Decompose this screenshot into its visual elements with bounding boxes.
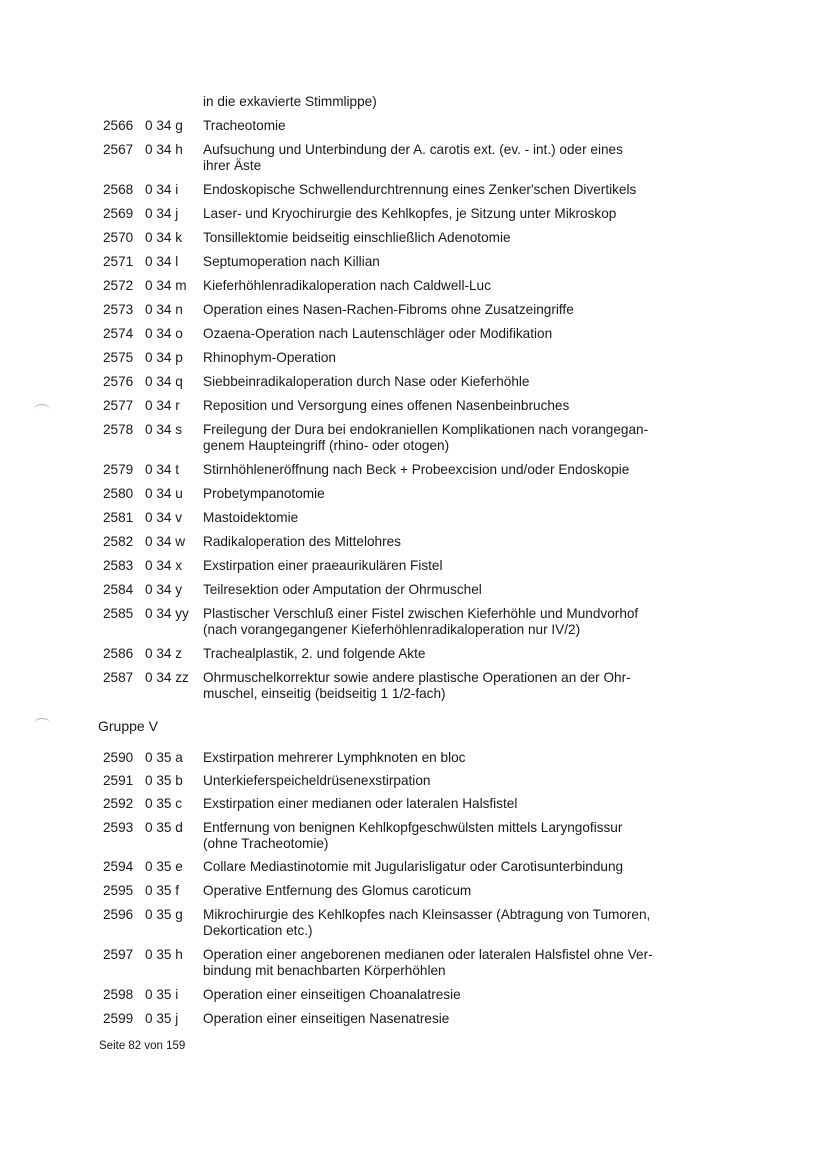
entry-code: 0 34 m <box>145 278 187 293</box>
entry-number: 2584 <box>103 582 134 597</box>
entry-number: 2568 <box>103 182 134 197</box>
entry-description <box>203 462 698 478</box>
group-heading: Gruppe V <box>98 718 158 734</box>
entry-number: 2569 <box>103 206 134 221</box>
entry-description <box>203 486 698 502</box>
entry-description <box>203 773 698 789</box>
entry-description <box>203 254 698 270</box>
entry-description-line: Teilresektion oder Amputation der Ohrmuschel <box>203 582 482 597</box>
entry-code: 0 34 q <box>145 374 183 389</box>
entry-code: 0 34 l <box>145 254 179 269</box>
entry-code: 0 34 g <box>145 118 183 133</box>
entry-description-line: Ohrmuschelkorrektur sowie andere plastische Operationen an der Ohr- <box>203 670 631 685</box>
entry-number: 2590 <box>103 750 134 765</box>
entry-code: 0 34 t <box>145 462 180 477</box>
entry-description-line: Siebbeinradikaloperation durch Nase oder Kieferhöhle <box>203 374 530 389</box>
entry-number: 2597 <box>103 947 134 962</box>
entry-number: 2583 <box>103 558 134 573</box>
entry-description <box>203 646 698 662</box>
entry-description <box>203 278 698 294</box>
entry-description-line: Dekortication etc.) <box>203 923 313 938</box>
entry-description-line: Septumoperation nach Killian <box>203 254 380 269</box>
entry-number: 2599 <box>103 1011 134 1026</box>
entry-number: 2581 <box>103 510 134 525</box>
entry-number: 2591 <box>103 773 134 788</box>
entry-code: 0 34 j <box>145 206 179 221</box>
continuation-text: in die exkavierte Stimmlippe) <box>203 94 377 109</box>
entry-description-line: Laser- und Kryochirurgie des Kehlkopfes, je Sitzung unter Mikroskop <box>203 206 617 221</box>
entry-description <box>203 670 698 702</box>
entry-code: 0 34 w <box>145 534 186 549</box>
entry-number: 2580 <box>103 486 134 501</box>
entry-description-line: Tracheotomie <box>203 118 286 133</box>
entry-number: 2567 <box>103 142 134 157</box>
entry-description <box>203 206 698 222</box>
entry-description <box>203 1011 698 1027</box>
entry-code: 0 34 i <box>145 182 179 197</box>
entry-description <box>203 230 698 246</box>
entry-number: 2566 <box>103 118 134 133</box>
entry-number: 2593 <box>103 820 134 835</box>
entry-description <box>203 947 698 979</box>
entry-description <box>203 859 698 875</box>
entry-description-line: Mikrochirurgie des Kehlkopfes nach Kleinsasser (Abtragung von Tumoren, <box>203 907 651 922</box>
entry-description <box>203 302 698 318</box>
entry-description-line: Exstirpation einer praeaurikulären Fistel <box>203 558 443 573</box>
entry-number: 2594 <box>103 859 134 874</box>
entry-description-line: muschel, einseitig (beidseitig 1 1/2-fach) <box>203 686 446 701</box>
entry-description <box>203 987 698 1003</box>
entry-description <box>203 883 698 899</box>
entry-number: 2571 <box>103 254 134 269</box>
entry-number: 2574 <box>103 326 134 341</box>
entry-description-line: Endoskopische Schwellendurchtrennung eines Zenker'schen Divertikels <box>203 182 637 197</box>
entry-code: 0 34 x <box>145 558 183 573</box>
entry-number: 2596 <box>103 907 134 922</box>
entry-code: 0 34 z <box>145 646 183 661</box>
punch-hole-mark <box>34 404 50 415</box>
entry-description <box>203 510 698 526</box>
entry-code: 0 35 g <box>145 907 183 922</box>
entry-code: 0 34 y <box>145 582 183 597</box>
entry-description-line: Exstirpation einer medianen oder lateralen Halsfistel <box>203 796 518 811</box>
punch-hole-mark <box>34 718 50 729</box>
entry-code: 0 35 a <box>145 750 183 765</box>
entry-description <box>203 118 698 134</box>
entry-description-line: Mastoidektomie <box>203 510 299 525</box>
entry-description <box>203 326 698 342</box>
entry-description-line: Ozaena-Operation nach Lautenschläger oder Modifikation <box>203 326 553 341</box>
entry-description-line: Trachealplastik, 2. und folgende Akte <box>203 646 426 661</box>
entry-description <box>203 558 698 574</box>
entry-description-line: genem Haupteingriff (rhino- oder otogen) <box>203 438 450 453</box>
entry-number: 2572 <box>103 278 134 293</box>
entry-description-line: Operative Entfernung des Glomus caroticum <box>203 883 472 898</box>
entry-number: 2579 <box>103 462 134 477</box>
entry-description-line: Plastischer Verschluß einer Fistel zwischen Kieferhöhle und Mundvorhof <box>203 606 639 621</box>
entry-code: 0 34 s <box>145 422 183 437</box>
entry-code: 0 34 r <box>145 398 180 413</box>
entry-description <box>203 374 698 390</box>
entry-description-line: Operation einer einseitigen Choanalatresie <box>203 987 461 1002</box>
entry-description-line: Entfernung von benignen Kehlkopfgeschwülsten mittels Laryngofissur <box>203 820 623 835</box>
entry-code: 0 34 u <box>145 486 183 501</box>
entry-number: 2587 <box>103 670 134 685</box>
entry-description <box>203 796 698 812</box>
entry-description <box>203 606 698 638</box>
entry-description <box>203 350 698 366</box>
entry-description-line: Operation eines Nasen-Rachen-Fibroms ohne Zusatzeingriffe <box>203 302 574 317</box>
entry-description <box>203 750 698 766</box>
entry-description-line: Reposition und Versorgung eines offenen Nasenbeinbruches <box>203 398 570 413</box>
entry-description-line: Exstirpation mehrerer Lymphknoten en bloc <box>203 750 466 765</box>
entry-description-line: Radikaloperation des Mittelohres <box>203 534 401 549</box>
entry-code: 0 35 i <box>145 987 179 1002</box>
entry-code: 0 34 yy <box>145 606 189 621</box>
entry-description-line: Unterkieferspeicheldrüsenexstirpation <box>203 773 431 788</box>
entry-description <box>203 182 698 198</box>
entry-description-line: Aufsuchung und Unterbindung der A. carotis ext. (ev. - int.) oder eines <box>203 142 623 157</box>
entry-code: 0 35 c <box>145 796 183 811</box>
entry-description <box>203 142 698 174</box>
entry-description-line: (nach vorangegangener Kieferhöhlenradikaloperation nur IV/2) <box>203 622 581 637</box>
entry-description-line: bindung mit benachbarten Körperhöhlen <box>203 963 446 978</box>
entry-number: 2575 <box>103 350 134 365</box>
entry-description <box>203 820 698 852</box>
entry-number: 2577 <box>103 398 134 413</box>
entry-code: 0 34 k <box>145 230 183 245</box>
entry-number: 2586 <box>103 646 134 661</box>
entry-number: 2582 <box>103 534 134 549</box>
entry-code: 0 35 b <box>145 773 183 788</box>
entry-code: 0 35 h <box>145 947 183 962</box>
page-footer: Seite 82 von 159 <box>99 1040 186 1052</box>
entry-description <box>203 582 698 598</box>
entry-description-line: ihrer Äste <box>203 158 262 173</box>
entry-code: 0 35 j <box>145 1011 179 1026</box>
entry-number: 2578 <box>103 422 134 437</box>
entry-description-line: Operation einer einseitigen Nasenatresie <box>203 1011 450 1026</box>
entry-number: 2573 <box>103 302 134 317</box>
entry-description-line: Operation einer angeborenen medianen oder lateralen Halsfistel ohne Ver- <box>203 947 653 962</box>
entry-description <box>203 534 698 550</box>
entry-code: 0 34 o <box>145 326 183 341</box>
entry-code: 0 34 v <box>145 510 183 525</box>
entry-code: 0 34 h <box>145 142 183 157</box>
entry-code: 0 34 n <box>145 302 183 317</box>
entry-description-line: Collare Mediastinotomie mit Jugularisligatur oder Carotisunterbindung <box>203 859 624 874</box>
entry-code: 0 35 d <box>145 820 183 835</box>
entry-description <box>203 398 698 414</box>
entry-description-line: Stirnhöhleneröffnung nach Beck + Probeexcision und/oder Endoskopie <box>203 462 630 477</box>
entry-description-line: Tonsillektomie beidseitig einschließlich Adenotomie <box>203 230 511 245</box>
entry-description-line: Kieferhöhlenradikaloperation nach Caldwell-Luc <box>203 278 491 293</box>
entry-description-line: Freilegung der Dura bei endokraniellen Komplikationen nach vorangegan- <box>203 422 649 437</box>
entry-number: 2576 <box>103 374 134 389</box>
entry-number: 2592 <box>103 796 134 811</box>
entry-number: 2570 <box>103 230 134 245</box>
entry-description-line: Probetympanotomie <box>203 486 325 501</box>
entry-description <box>203 907 698 939</box>
entry-description <box>203 422 698 454</box>
entry-description-line: Rhinophym-Operation <box>203 350 336 365</box>
entry-code: 0 35 f <box>145 883 180 898</box>
entry-description-line: (ohne Tracheotomie) <box>203 836 329 851</box>
entry-number: 2598 <box>103 987 134 1002</box>
entry-number: 2585 <box>103 606 134 621</box>
entry-code: 0 34 zz <box>145 670 189 685</box>
entry-number: 2595 <box>103 883 134 898</box>
entry-code: 0 34 p <box>145 350 183 365</box>
entry-code: 0 35 e <box>145 859 183 874</box>
